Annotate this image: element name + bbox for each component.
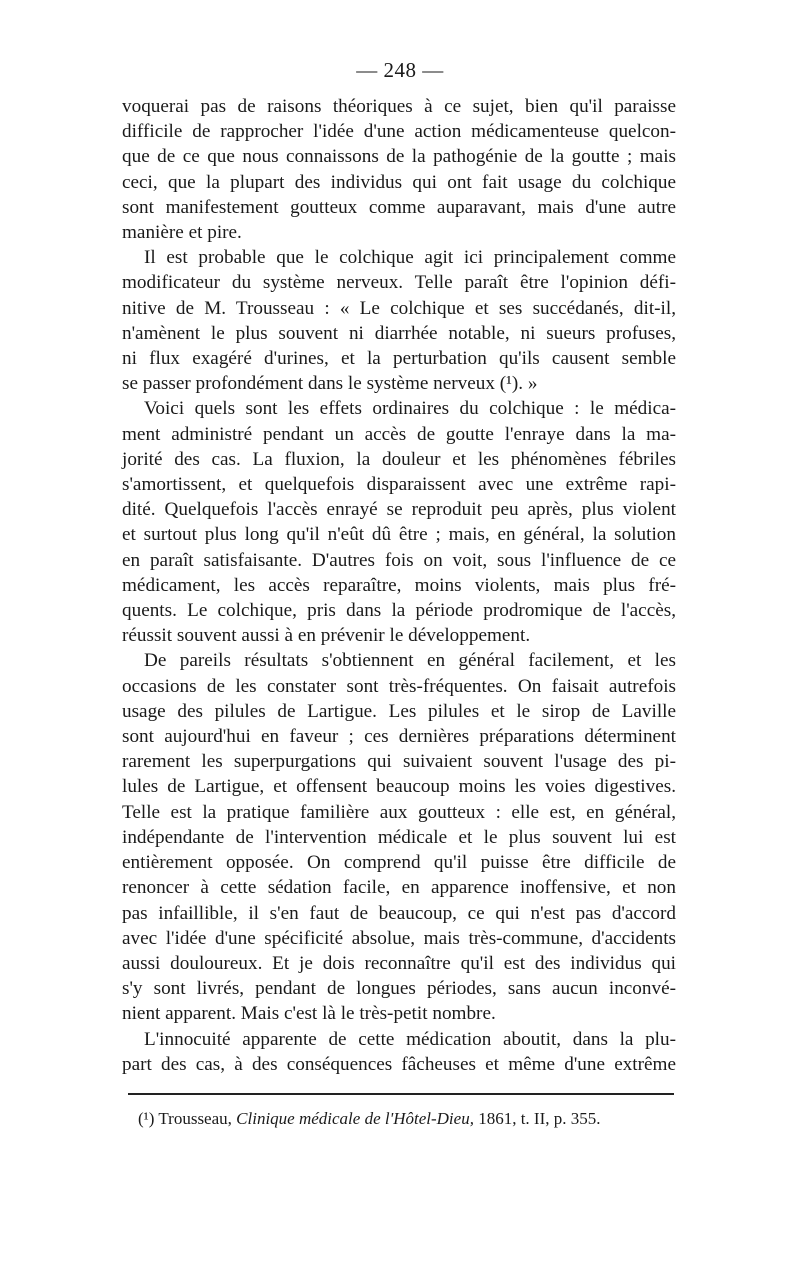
text-line: sont aujourd'hui en faveur ; ces dernières préparations déterminent [122,726,676,748]
footnote-details: 1861, t. II, p. 355. [478,1109,601,1128]
text-line: avec l'idée d'une spécificité absolue, mais très-commune, d'accidents [122,927,676,949]
body-text [122,94,676,1077]
text-line: que de ce que nous connaissons de la pathogénie de la goutte ; mais [122,146,676,168]
text-line: manière et pire. [122,222,242,244]
text-line: se passer profondément dans le système nerveux (¹). » [122,373,538,395]
text-line: ni flux exagéré d'urines, et la perturbation qu'ils causent semble [122,348,676,370]
footnote-work-title: Clinique médicale de l'Hôtel-Dieu, [236,1109,474,1128]
footnote-divider [128,1093,674,1095]
text-line: part des cas, à des conséquences fâcheuses et même d'une extrême [122,1053,676,1075]
text-line: ment administré pendant un accès de goutte l'enraye dans la ma- [122,423,676,445]
text-line: en paraît satisfaisante. D'autres fois on voit, sous l'influence de ce [122,549,676,571]
text-line: entièrement opposée. On comprend qu'il puisse être difficile de [122,852,676,874]
text-line: voquerai pas de raisons théoriques à ce sujet, bien qu'il paraisse [122,96,676,117]
text-line: Voici quels sont les effets ordinaires du colchique : le médica- [144,398,676,420]
text-line: nitive de M. Trousseau : « Le colchique et ses succédanés, dit-il, [122,297,676,319]
text-line: nient apparent. Mais c'est là le très-petit nombre. [122,1003,496,1025]
text-line: quents. Le colchique, pris dans la période prodromique de l'accès, [122,600,676,622]
text-line: dité. Quelquefois l'accès enrayé se reproduit peu après, plus violent [122,499,676,521]
text-line: usage des pilules de Lartigue. Les pilules et le sirop de Laville [122,700,676,722]
text-line: s'amortissent, et quelquefois disparaissent avec une extrême rapi- [122,474,676,496]
text-line: jorité des cas. La fluxion, la douleur et les phénomènes fébriles [122,448,676,470]
text-line: De pareils résultats s'obtiennent en général facilement, et les [144,650,676,672]
text-line: n'amènent le plus souvent ni diarrhée notable, ni sueurs profuses, [122,322,676,344]
footnote-author: Trousseau, [158,1109,232,1128]
text-line: réussit souvent aussi à en prévenir le développement. [122,625,531,647]
text-line: modificateur du système nerveux. Telle paraît être l'opinion défi- [122,272,676,294]
page-number: — 248 — [356,58,444,82]
text-line: lules de Lartigue, et offensent beaucoup moins les voies digestives. [122,776,676,798]
text-line: ceci, que la plupart des individus qui ont fait usage du colchique [122,171,676,193]
footnote-marker: (¹) [138,1109,155,1128]
text-line: aussi douloureux. Et je dois reconnaître qu'il est des individus qui [122,952,676,974]
text-line: renoncer à cette sédation facile, en apparence inoffensive, et non [122,877,676,899]
text-line: difficile de rapprocher l'idée d'une action médicamenteuse quelcon- [122,121,676,143]
text-line: sont manifestement goutteux comme auparavant, mais d'une autre [122,196,676,218]
text-line: médicament, les accès reparaître, moins violents, mais plus fré- [122,574,676,596]
footnote [138,1108,678,1130]
text-line: pas infaillible, il s'en faut de beaucoup, ce qui n'est pas d'accord [122,902,676,924]
text-line: Il est probable que le colchique agit ici principalement comme [144,247,676,269]
text-line: s'y sont livrés, pendant de longues périodes, sans aucun inconvé- [122,978,676,1000]
text-line: et surtout plus long qu'il n'eût dû être ; mais, en général, la solution [122,524,676,546]
text-line: rarement les superpurgations qui suivaient souvent l'usage des pi- [122,751,676,773]
text-line: Telle est la pratique familière aux goutteux : elle est, en général, [122,801,676,823]
text-line: occasions de les constater sont très-fréquentes. On faisait autrefois [122,675,676,697]
text-line: indépendante de l'intervention médicale et le plus souvent lui est [122,826,676,848]
text-line: L'innocuité apparente de cette médication aboutit, dans la plu- [144,1028,676,1050]
